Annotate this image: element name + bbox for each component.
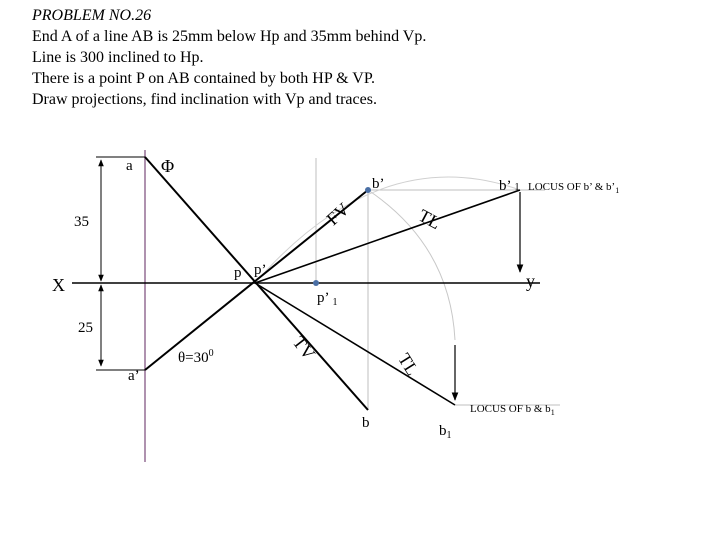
arc-bottom [368,190,455,340]
arc-top [255,177,520,283]
label-y: y [526,271,535,291]
problem-line-2: Line is 300 inclined to Hp. [32,49,204,66]
label-phi: Φ [161,156,175,176]
label-fv: FV [322,198,354,230]
point-p1-dash [313,280,319,286]
problem-line-4: Draw projections, find inclination with Vp and traces. [32,91,377,108]
label-p-dash: p’ [254,262,267,278]
line-tl-bottom [255,283,455,405]
label-dim-25: 25 [78,320,93,336]
label-b1: $b_1$ [439,423,452,441]
label-tv: TV [288,332,320,364]
label-locus-top: LOCUS OF b’ & $b’_1$ [528,181,620,195]
label-a-dash: a’ [128,368,140,384]
label-p1-dash: p’ $_1$ [317,290,338,308]
label-tl-bottom: TL [394,349,423,379]
label-x: X [52,275,65,295]
label-a: a [126,158,133,174]
point-b-dash [365,187,371,193]
label-b: b [362,415,370,431]
label-tl-top: TL [415,205,445,234]
label-b1-dash: b’ 1 [499,178,520,194]
label-locus-bottom: LOCUS OF b & $b_1$ [470,403,555,417]
label-p: p [234,265,242,281]
label-theta: $\theta=30^0$ [178,348,214,366]
problem-line-1: End A of a line AB is 25mm below Hp and 35mm behind Vp. [32,28,427,45]
label-dim-35: 35 [74,214,89,230]
label-b-dash: b’ [372,176,385,192]
problem-title: PROBLEM NO.26 [32,7,152,24]
problem-line-3: There is a point P on AB contained by both HP & VP. [32,70,375,87]
